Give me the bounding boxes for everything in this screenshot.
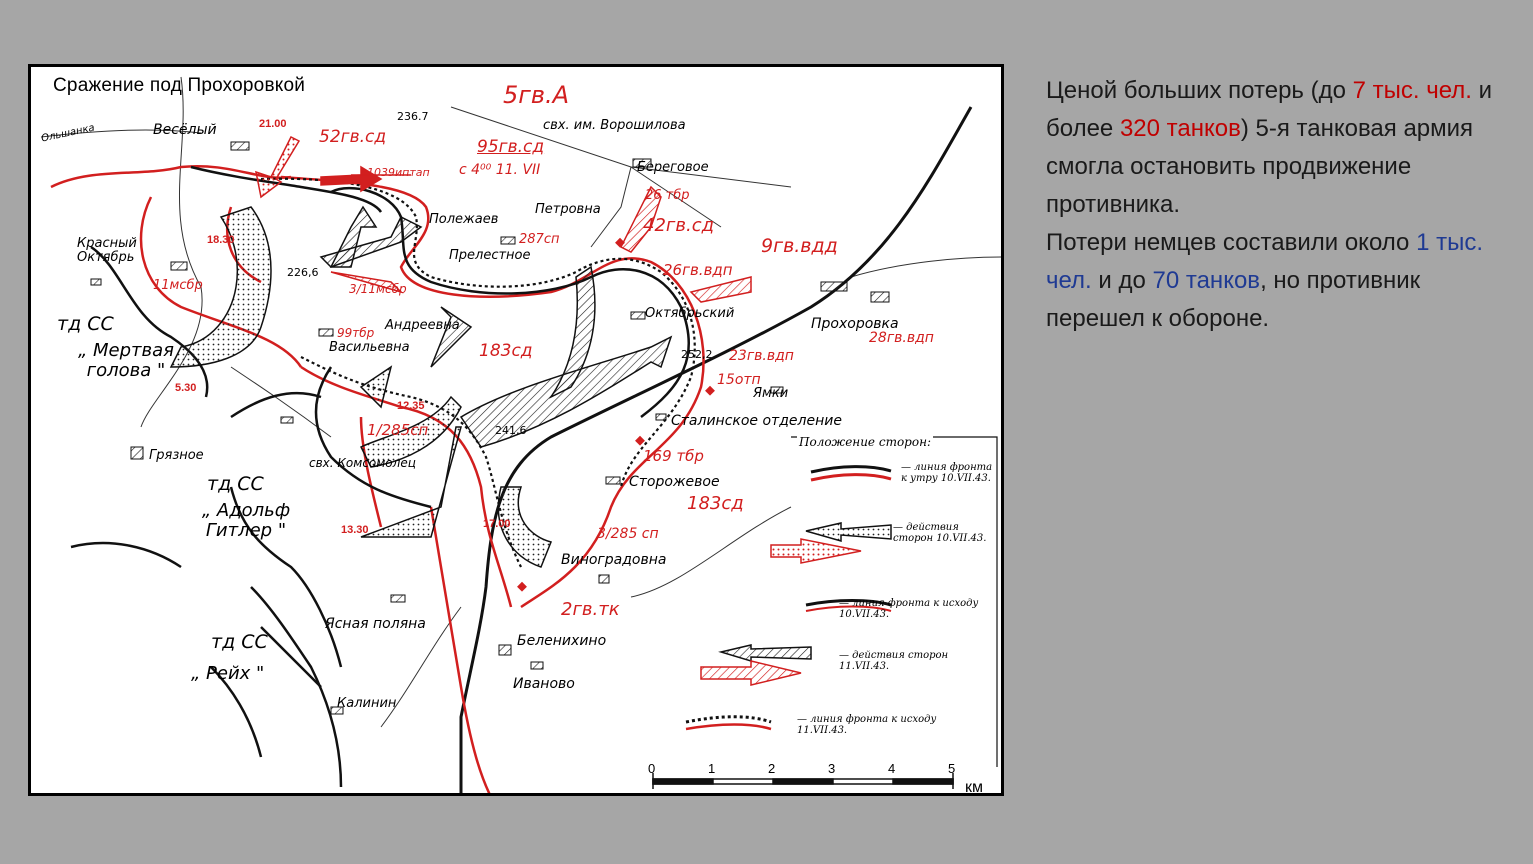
unit-label: 11мсбр: [153, 278, 203, 293]
division-label: тд СС: [211, 631, 268, 653]
unit-label: 3/11мсбр: [349, 282, 407, 296]
paragraph-losses-soviet: Ценой больших потерь (до 7 тыс. чел. и более 320 танков) 5-я танковая армия смогла остановить продвижение противника.: [1046, 77, 1493, 218]
unit-label: 183сд: [479, 341, 533, 361]
highlight-tanks-german: 70 танков: [1152, 267, 1261, 294]
unit-label: 99тбр: [337, 326, 375, 340]
scale-label: 2: [768, 761, 776, 776]
time-label: 21.00: [259, 118, 287, 130]
german-front: [71, 167, 689, 787]
time-label: 13.30: [341, 524, 369, 536]
time-label: 12.35: [397, 400, 425, 412]
division-label: тд СС: [57, 313, 114, 335]
place-label: Андреевна: [385, 318, 460, 333]
height-label: 241,6: [495, 424, 527, 437]
map-title: Сражение под Прохоровкой: [53, 75, 306, 96]
scale-label: 3: [828, 761, 836, 776]
place-label: Октябрьский: [645, 306, 735, 321]
unit-label: 42гв.сд: [643, 215, 715, 236]
division-label: „ Мертвая голова ": [77, 340, 175, 381]
place-label: Калинин: [337, 696, 397, 711]
unit-label: 52гв.сд: [319, 127, 387, 147]
unit-label: 1039иптап: [367, 166, 430, 179]
place-label: Сталинское отделение: [671, 413, 842, 429]
height-label: 226,6: [287, 266, 319, 279]
place-label: Васильевна: [329, 340, 410, 355]
place-label: свх. им. Ворошилова: [543, 118, 686, 133]
battle-map: [28, 64, 1004, 796]
legend-item: — линия фронта к утру 10.VII.43.: [901, 462, 993, 484]
unit-label: 287сп: [519, 232, 560, 247]
legend-item: — действия сторон 11.VII.43.: [839, 650, 949, 672]
scale-label: 5: [948, 761, 956, 776]
unit-label: 3/285 сп: [597, 526, 659, 542]
unit-label: 169 тбр: [643, 447, 704, 465]
division-label: тд СС: [207, 473, 264, 495]
place-label: Весёлый: [153, 122, 217, 138]
division-label: „ Адольф Гитлер ": [201, 500, 291, 541]
place-label: Ясная поляна: [325, 616, 426, 632]
place-label: Петровна: [535, 202, 601, 217]
place-label: Беленихино: [517, 633, 607, 649]
unit-label: с 4⁰⁰ 11. VII: [459, 162, 541, 178]
scale-label: 1: [708, 761, 716, 776]
unit-label: 2гв.тк: [561, 599, 620, 620]
scale-label: 4: [888, 761, 896, 776]
place-label: Виноградовна: [561, 552, 667, 568]
legend-item: — действия сторон 10.VII.43.: [893, 522, 987, 544]
place-label: Ольшанка: [40, 122, 96, 145]
unit-label: 15отп: [717, 372, 761, 388]
height-label: 236.7: [397, 110, 429, 123]
unit-label: 26 тбр: [645, 188, 690, 203]
place-label: свх. Комсомолец: [309, 456, 416, 470]
division-label: „ Рейх ": [191, 663, 265, 684]
time-label: 5.30: [175, 382, 197, 394]
unit-label: 26гв.вдп: [663, 261, 733, 279]
legend-item: — линия фронта к исходу 10.VII.43.: [839, 598, 979, 620]
unit-label: 28гв.вдп: [869, 330, 934, 346]
place-label: Прелестное: [449, 248, 531, 263]
place-label: Прохоровка: [811, 316, 899, 332]
place-label: Грязное: [149, 448, 204, 463]
legend-title: Положение сторон:: [799, 435, 932, 449]
description-text: [1046, 72, 1516, 338]
legend-item: — линия фронта к исходу 11.VII.43.: [797, 714, 937, 736]
place-label: Полежаев: [429, 212, 499, 227]
unit-label: 5гв.А: [503, 81, 570, 109]
time-label: 17.00: [483, 518, 511, 530]
unit-label: 1/285сп: [367, 421, 429, 439]
unit-label: 9гв.вдд: [761, 235, 838, 257]
paragraph-losses-german: Потери немцев составили около 1 тыс. чел. и до 70 танков, но противник перешел к обороне.: [1046, 229, 1483, 332]
scale-label: 0: [648, 761, 656, 776]
place-label: Иваново: [513, 676, 575, 692]
place-label: Сторожевое: [629, 474, 720, 490]
highlight-tanks: 320 танков: [1119, 115, 1241, 142]
unit-label: 23гв.вдп: [729, 348, 794, 364]
scale-bar: [653, 773, 953, 789]
time-label: 18.30: [207, 234, 235, 246]
height-label: 252,2: [681, 348, 713, 361]
scale-unit: км: [965, 779, 983, 796]
place-label: Ямки: [753, 386, 789, 401]
place-label: Береговое: [637, 160, 709, 175]
highlight-men: 7 тыс. чел.: [1352, 77, 1472, 104]
place-label: Красный Октябрь: [77, 236, 137, 265]
highlight-men-german: 1 тыс. чел.: [1046, 229, 1483, 294]
unit-label: 95гв.сд: [477, 137, 545, 157]
unit-label: 183сд: [687, 493, 744, 514]
